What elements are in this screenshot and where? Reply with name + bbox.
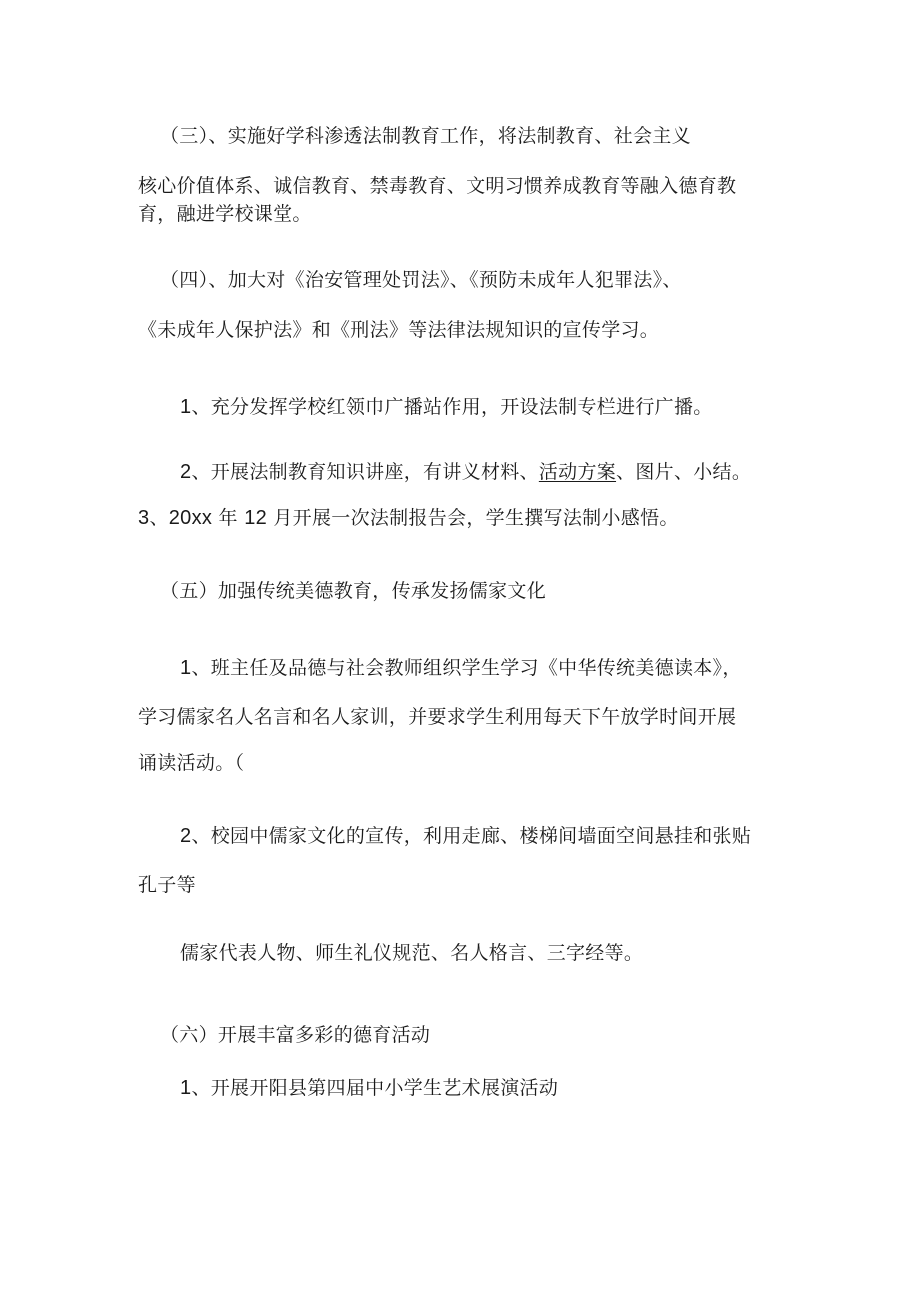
month-value: 12: [244, 507, 268, 529]
list-item-number: 2: [180, 825, 192, 847]
paragraph-line: [138, 317, 659, 343]
paragraph-line-text: 孔子等: [138, 874, 196, 896]
list-item-text: 月开展一次法制报告会，学生撰写法制小感悟。: [267, 507, 679, 529]
list-item-number: 1: [180, 1077, 192, 1099]
section-3-heading: [160, 123, 691, 149]
section-6-heading: [160, 1022, 430, 1048]
paragraph-line-text: 核心价值体系、诚信教育、禁毒教育、文明习惯养成教育等融入德育教: [138, 175, 737, 197]
year-value: 20xx: [168, 507, 213, 529]
paragraph-line: [138, 173, 736, 199]
list-item-number: 3: [138, 507, 150, 529]
paragraph-line: [138, 704, 736, 730]
list-item: [180, 394, 713, 420]
paragraph-line: [180, 940, 643, 966]
section-4-heading-text: （四）、加大对《治安管理处罚法》、《预防未成年人犯罪法》、: [160, 269, 682, 291]
list-item: [180, 459, 751, 485]
section-4-heading: [160, 267, 682, 293]
list-item-text: 、开展开阳县第四届中小学生艺术展演活动: [191, 1077, 559, 1099]
list-item-text: 、班主任及品德与社会教师组织学生学习《中华传统美德读本》，: [191, 657, 742, 679]
paragraph-line-text: 学习儒家名人名言和名人家训，并要求学生利用每天下午放学时间开展: [138, 706, 737, 728]
paragraph-line-text: 《未成年人保护法》和《刑法》等法律法规知识的宣传学习。: [138, 319, 660, 341]
section-5-heading-text: （五）加强传统美德教育，传承发扬儒家文化: [160, 580, 547, 602]
paragraph-line-text: 诵读活动。（: [138, 752, 245, 774]
section-5-heading: [160, 578, 546, 604]
paragraph-line: [138, 201, 312, 227]
paragraph-line: [138, 750, 244, 776]
activity-plan-link[interactable]: 活动方案: [538, 461, 617, 483]
paragraph-line-text: 儒家代表人物、师生礼仪规范、名人格言、三字经等。: [180, 942, 644, 964]
paragraph-line-text: 育，融进学校课堂。: [138, 203, 312, 225]
list-item-text: 、校园中儒家文化的宣传，利用走廊、楼梯间墙面空间悬挂和张贴: [191, 825, 752, 847]
list-item-text-after: 、图片、小结。: [616, 461, 752, 483]
list-item-text: 、: [149, 507, 169, 529]
list-item-number: 2: [180, 461, 192, 483]
section-3-heading-text: （三）、实施好学科渗透法制教育工作，将法制教育、社会主义: [160, 125, 691, 147]
paragraph-line: [138, 872, 196, 898]
list-item: [180, 1075, 558, 1101]
list-item-text: 、开展法制教育知识讲座，有讲义材料、: [191, 461, 539, 483]
list-item: [138, 505, 679, 531]
section-6-heading-text: （六）开展丰富多彩的德育活动: [160, 1024, 431, 1046]
list-item-number: 1: [180, 396, 192, 418]
list-item-text: 年: [212, 507, 245, 529]
list-item: [180, 823, 751, 849]
list-item-text: 、充分发挥学校红领巾广播站作用，开设法制专栏进行广播。: [191, 396, 713, 418]
list-item: [180, 655, 742, 681]
list-item-number: 1: [180, 657, 192, 679]
